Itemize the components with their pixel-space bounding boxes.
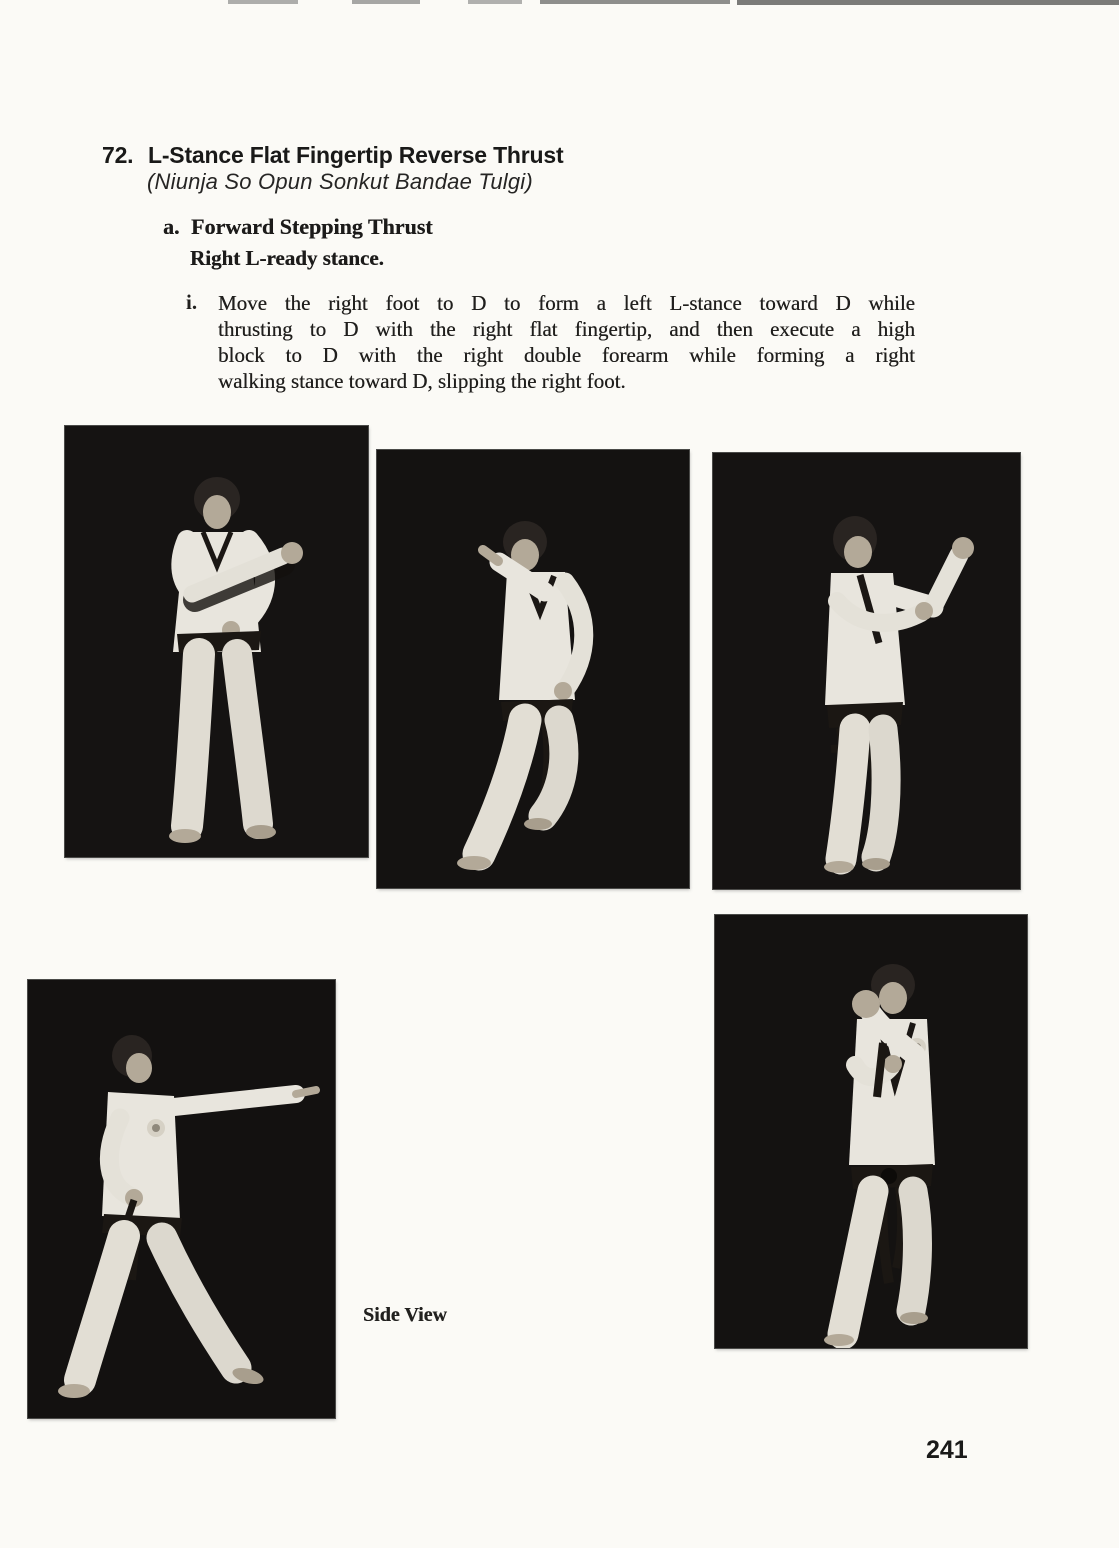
scan-artifact [540,0,730,4]
subsection-heading [163,214,433,240]
martial-artist-figure [377,450,689,888]
martial-artist-figure [28,980,335,1418]
step-text-line: thrusting to D with the right flat fingertip, and then execute a high [218,317,915,341]
martial-artist-figure [65,426,368,857]
scan-artifact [737,0,1119,5]
scan-artifact [468,0,522,4]
photo-step-3 [713,453,1020,889]
stance-note: Right L-ready stance. [190,246,384,270]
romanized-name: (Niunja So Opun Sonkut Bandae Tulgi) [147,169,533,194]
section-number: 72. [102,142,134,168]
photo-step-2 [377,450,689,888]
step-paragraph [218,290,915,394]
subsection-letter: a. [163,214,180,239]
subsection-title: Forward Stepping Thrust [191,214,433,239]
photo-step-1 [65,426,368,857]
scan-artifact [352,0,420,4]
martial-artist-figure [715,915,1027,1348]
step-marker: i. [186,290,198,314]
section-heading [102,142,563,169]
side-view-caption: Side View [363,1304,447,1326]
section-title: L-Stance Flat Fingertip Reverse Thrust [148,142,564,168]
photo-step-final [715,915,1027,1348]
page-number: 241 [926,1436,968,1464]
scan-artifact [228,0,298,4]
step-text-line: block to D with the right double forearm while forming a right [218,343,915,367]
step-text-line: Move the right foot to D to form a left L-stance toward D while [218,291,915,315]
photo-side-view [28,980,335,1418]
step-text-line: walking stance toward D, slipping the right foot. [218,369,626,393]
martial-artist-figure [713,453,1020,889]
